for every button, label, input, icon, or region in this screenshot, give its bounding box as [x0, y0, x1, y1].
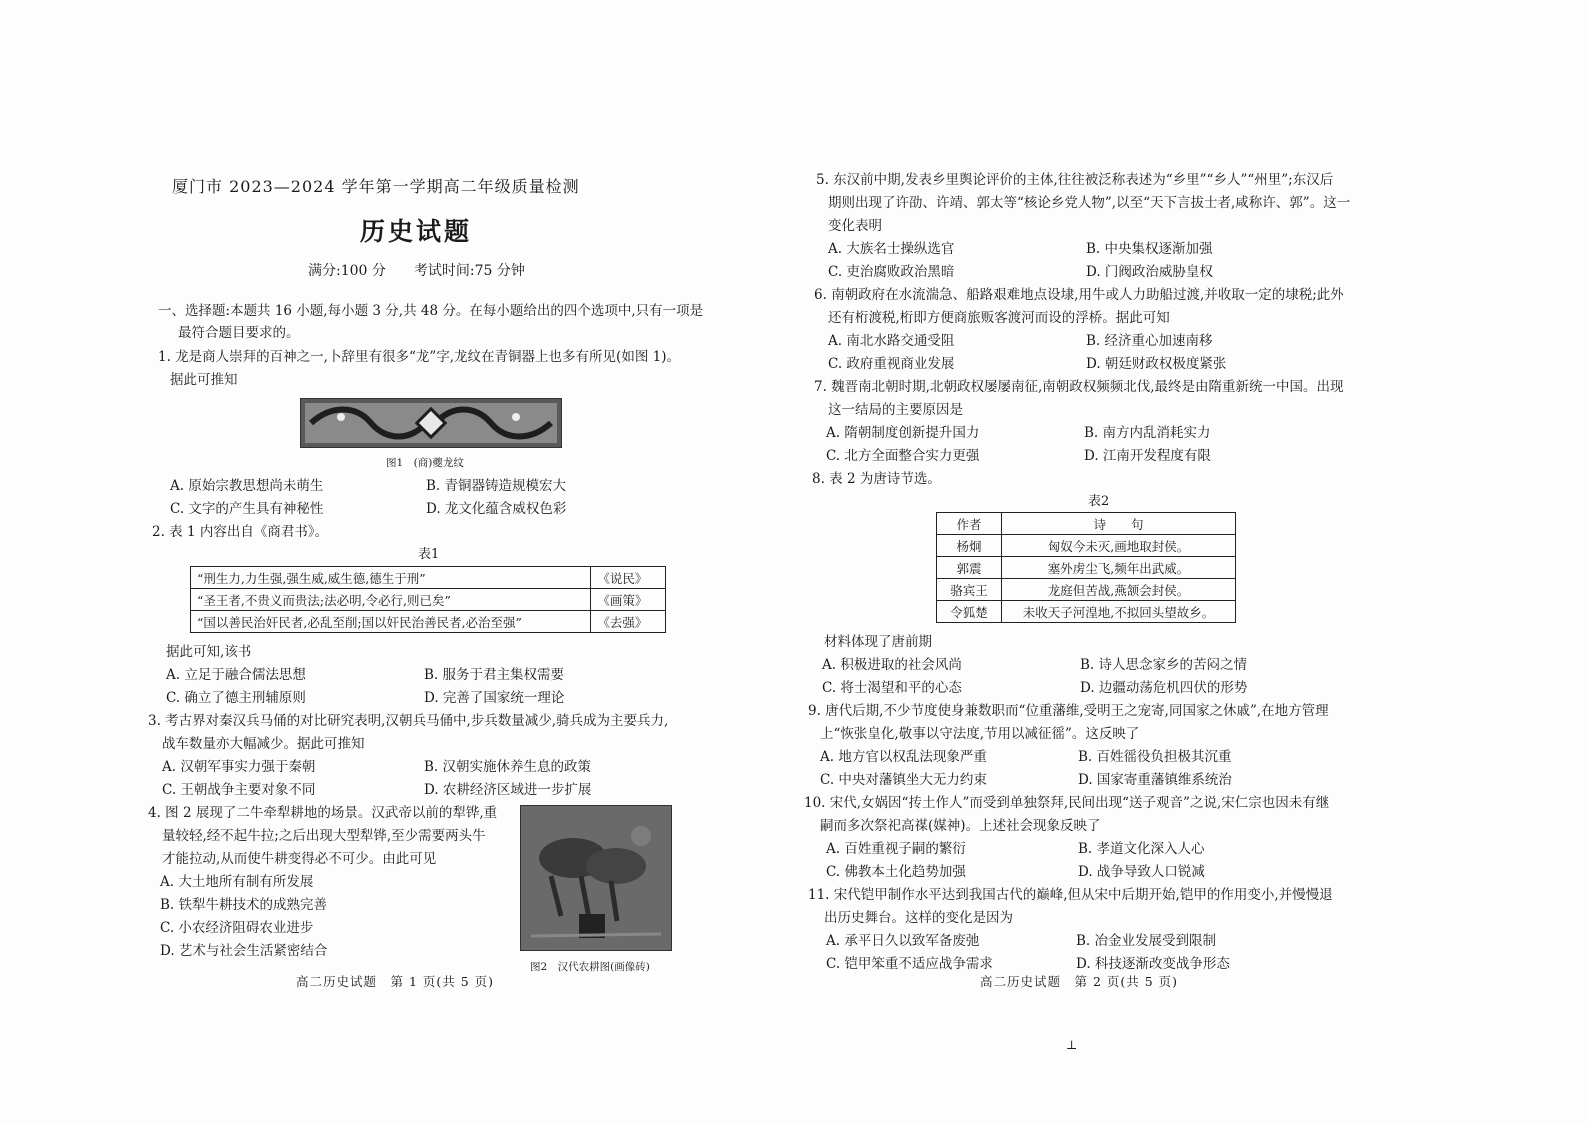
- table-header-row: [937, 513, 1236, 535]
- table-1-title: 表1: [418, 547, 440, 562]
- q8-option-d: D. 边疆动荡危机四伏的形势: [1080, 680, 1248, 696]
- q2-stem: 2. 表 1 内容出自《商君书》。: [152, 524, 329, 540]
- table-row: [937, 601, 1236, 623]
- q4-option-a: A. 大土地所有制有所发展: [160, 874, 314, 890]
- table-2: [936, 512, 1236, 623]
- table-row: [937, 535, 1236, 557]
- q3-stem-line2: 战车数量亦大幅减少。据此可推知: [162, 736, 365, 752]
- table-cell-verse: 塞外虏尘飞,频年出武威。: [1002, 557, 1236, 579]
- q11-stem-line1: 11. 宋代铠甲制作水平达到我国古代的巅峰,但从宋中后期开始,铠甲的作用变小,并慢慢退: [808, 887, 1333, 903]
- q5-option-a: A. 大族名士操纵选官: [828, 241, 955, 257]
- q10-option-d: D. 战争导致人口锐减: [1078, 864, 1205, 880]
- q1-option-c: C. 文字的产生具有神秘性: [170, 501, 324, 517]
- q10-stem-line1: 10. 宋代,女娲因“抟土作人”而受到单独祭拜,民间出现“送子观音”之说,宋仁宗也因未有继: [804, 795, 1330, 811]
- q1-stem-line1: 1. 龙是商人崇拜的百神之一,卜辞里有很多“龙”字,龙纹在青铜器上也多有所见(如图 1)。: [158, 349, 680, 365]
- q4-stem-line2: 量较轻,经不起牛拉;之后出现大型犁铧,至少需要两头牛: [162, 828, 486, 844]
- q5-option-c: C. 吏治腐败政治黑暗: [828, 264, 955, 280]
- center-mark: ⊥: [1066, 1038, 1078, 1052]
- q8-option-b: B. 诗人思念家乡的苦闷之情: [1080, 657, 1248, 673]
- table-row: [937, 557, 1236, 579]
- figure-2-caption: 图2 汉代农耕图(画像砖): [530, 961, 650, 973]
- q10-option-a: A. 百姓重视子嗣的繁衍: [826, 841, 966, 857]
- q7-option-c: C. 北方全面整合实力更强: [826, 448, 980, 464]
- q7-option-a: A. 隋朝制度创新提升国力: [826, 425, 980, 441]
- q8-stem-line2: 材料体现了唐前期: [824, 634, 932, 650]
- q9-option-c: C. 中央对藩镇坐大无力约束: [820, 772, 987, 788]
- section-instructions-line1: 一、选择题:本题共 16 小题,每小题 3 分,共 48 分。在每小题给出的四个选项中,只有一项是: [158, 303, 704, 319]
- q7-option-d: D. 江南开发程度有限: [1084, 448, 1211, 464]
- table-cell-source: 《说民》: [591, 567, 666, 589]
- q3-option-b: B. 汉朝实施休养生息的政策: [424, 759, 592, 775]
- q3-option-c: C. 王朝战争主要对象不同: [162, 782, 316, 798]
- table-2-title: 表2: [1088, 494, 1110, 509]
- q1-stem-line2: 据此可推知: [170, 372, 238, 388]
- page-footer: 高二历史试题 第 1 页(共 5 页): [296, 974, 495, 989]
- q8-option-a: A. 积极进取的社会风尚: [822, 657, 962, 673]
- table-cell-author: 杨炯: [937, 535, 1002, 557]
- exam-subtitle: 厦门市 2023—2024 学年第一学期高二年级质量检测: [172, 177, 580, 196]
- q10-option-b: B. 孝道文化深入人心: [1078, 841, 1205, 857]
- table-cell-author: 骆宾王: [937, 579, 1002, 601]
- table-cell-author: 令狐楚: [937, 601, 1002, 623]
- figure-2-farming-image: [520, 805, 672, 951]
- table-cell-verse: 匈奴今未灭,画地取封侯。: [1002, 535, 1236, 557]
- table-row: [191, 567, 666, 589]
- table-cell-source: 《画策》: [591, 589, 666, 611]
- q5-stem-line2: 期则出现了许劭、许靖、郭太等“核论乡党人物”,以至“天下言拔士者,咸称许、郭”。这一: [828, 195, 1351, 211]
- q11-option-b: B. 冶金业发展受到限制: [1076, 933, 1217, 949]
- q6-option-a: A. 南北水路交通受阻: [828, 333, 955, 349]
- farming-scene-image: [521, 806, 671, 950]
- q8-option-c: C. 将士渴望和平的心态: [822, 680, 962, 696]
- figure-1-caption: 图1 (商)夔龙纹: [386, 457, 464, 469]
- q9-option-d: D. 国家寄重藩镇维系统治: [1078, 772, 1232, 788]
- q2-stem-line2: 据此可知,该书: [166, 644, 252, 660]
- q9-option-b: B. 百姓徭役负担极其沉重: [1078, 749, 1232, 765]
- q1-option-d: D. 龙文化蕴含威权色彩: [426, 501, 567, 517]
- table-header-verse: 诗 句: [1002, 513, 1236, 535]
- q5-option-d: D. 门阀政治威胁皇权: [1086, 264, 1213, 280]
- q6-option-d: D. 朝廷财政权极度紧张: [1086, 356, 1227, 372]
- q6-stem-line1: 6. 南朝政府在水流湍急、船路艰难地点设埭,用牛或人力助船过渡,并收取一定的埭税;此外: [814, 287, 1344, 303]
- q7-option-b: B. 南方内乱消耗实力: [1084, 425, 1211, 441]
- q4-option-b: B. 铁犁牛耕技术的成熟完善: [160, 897, 328, 913]
- q9-option-a: A. 地方官以权乱法现象严重: [820, 749, 987, 765]
- q9-stem-line1: 9. 唐代后期,不少节度使身兼数职而“位重藩维,受明王之宠寄,同国家之休戚”,在地方管理: [808, 703, 1329, 719]
- table-row: [191, 611, 666, 633]
- exam-title: 历史试题: [360, 217, 473, 246]
- page-footer: 高二历史试题 第 2 页(共 5 页): [980, 974, 1179, 989]
- q2-option-a: A. 立足于融合儒法思想: [166, 667, 306, 683]
- table-cell-author: 郭震: [937, 557, 1002, 579]
- table-row: [191, 589, 666, 611]
- q6-option-b: B. 经济重心加速南移: [1086, 333, 1213, 349]
- q4-stem-line3: 才能拉动,从而使牛耕变得必不可少。由此可见: [162, 851, 437, 867]
- q2-option-c: C. 确立了德主刑辅原则: [166, 690, 306, 706]
- q4-option-d: D. 艺术与社会生活紧密结合: [160, 943, 328, 959]
- q10-stem-line2: 嗣而多次祭祀高禖(媒神)。上述社会现象反映了: [820, 818, 1101, 834]
- q2-option-b: B. 服务于君主集权需要: [424, 667, 565, 683]
- table-1: [190, 566, 666, 633]
- q10-option-c: C. 佛教本土化趋势加强: [826, 864, 966, 880]
- q3-option-d: D. 农耕经济区域进一步扩展: [424, 782, 592, 798]
- exam-meta: 满分:100 分 考试时间:75 分钟: [308, 263, 525, 279]
- q9-stem-line2: 上“恢张皇化,敬事以守法度,节用以减征徭”。这反映了: [820, 726, 1140, 742]
- table-header-author: 作者: [937, 513, 1002, 535]
- section-instructions-line2: 最符合题目要求的。: [178, 325, 300, 341]
- q1-option-a: A. 原始宗教思想尚未萌生: [170, 478, 324, 494]
- table-cell-verse: 龙庭但苦战,燕颔会封侯。: [1002, 579, 1236, 601]
- q5-option-b: B. 中央集权逐渐加强: [1086, 241, 1213, 257]
- q4-stem-line1: 4. 图 2 展现了二牛牵犁耕地的场景。汉武帝以前的犁铧,重: [148, 805, 498, 821]
- q6-stem-line2: 还有桁渡税,桁即方便商旅贩客渡河而设的浮桥。据此可知: [828, 310, 1170, 326]
- dragon-pattern-image: [301, 399, 561, 447]
- q8-stem: 8. 表 2 为唐诗节选。: [812, 471, 941, 487]
- q2-option-d: D. 完善了国家统一理论: [424, 690, 565, 706]
- table-cell-verse: 未收天子河湟地,不拟回头望故乡。: [1002, 601, 1236, 623]
- q1-option-b: B. 青铜器铸造规模宏大: [426, 478, 567, 494]
- q5-stem-line1: 5. 东汉前中期,发表乡里舆论评价的主体,往往被泛称表述为“乡里”“乡人”“州里”;东汉后: [816, 172, 1334, 188]
- q5-stem-line3: 变化表明: [828, 218, 882, 234]
- table-cell-quote: “刑生力,力生强,强生威,威生德,德生于刑”: [191, 567, 591, 589]
- table-cell-quote: “圣王者,不贵义而贵法;法必明,令必行,则已矣”: [191, 589, 591, 611]
- q11-stem-line2: 出历史舞台。这样的变化是因为: [824, 910, 1013, 926]
- table-cell-quote: “国以善民治奸民者,必乱至削;国以奸民治善民者,必治至强”: [191, 611, 591, 633]
- q3-stem-line1: 3. 考古界对秦汉兵马俑的对比研究表明,汉朝兵马俑中,步兵数量减少,骑兵成为主要兵力,: [148, 713, 669, 729]
- table-cell-source: 《去强》: [591, 611, 666, 633]
- q7-stem-line1: 7. 魏晋南北朝时期,北朝政权屡屡南征,南朝政权频频北伐,最终是由隋重新统一中国。出现: [814, 379, 1344, 395]
- q7-stem-line2: 这一结局的主要原因是: [828, 402, 963, 418]
- table-row: [937, 579, 1236, 601]
- q11-option-c: C. 铠甲笨重不适应战争需求: [826, 956, 993, 972]
- q11-option-d: D. 科技逐渐改变战争形态: [1076, 956, 1230, 972]
- q4-option-c: C. 小农经济阻碍农业进步: [160, 920, 314, 936]
- q3-option-a: A. 汉朝军事实力强于秦朝: [162, 759, 316, 775]
- figure-1-dragon-pattern: [300, 398, 562, 448]
- q11-option-a: A. 承平日久以致军备废弛: [826, 933, 980, 949]
- q6-option-c: C. 政府重视商业发展: [828, 356, 955, 372]
